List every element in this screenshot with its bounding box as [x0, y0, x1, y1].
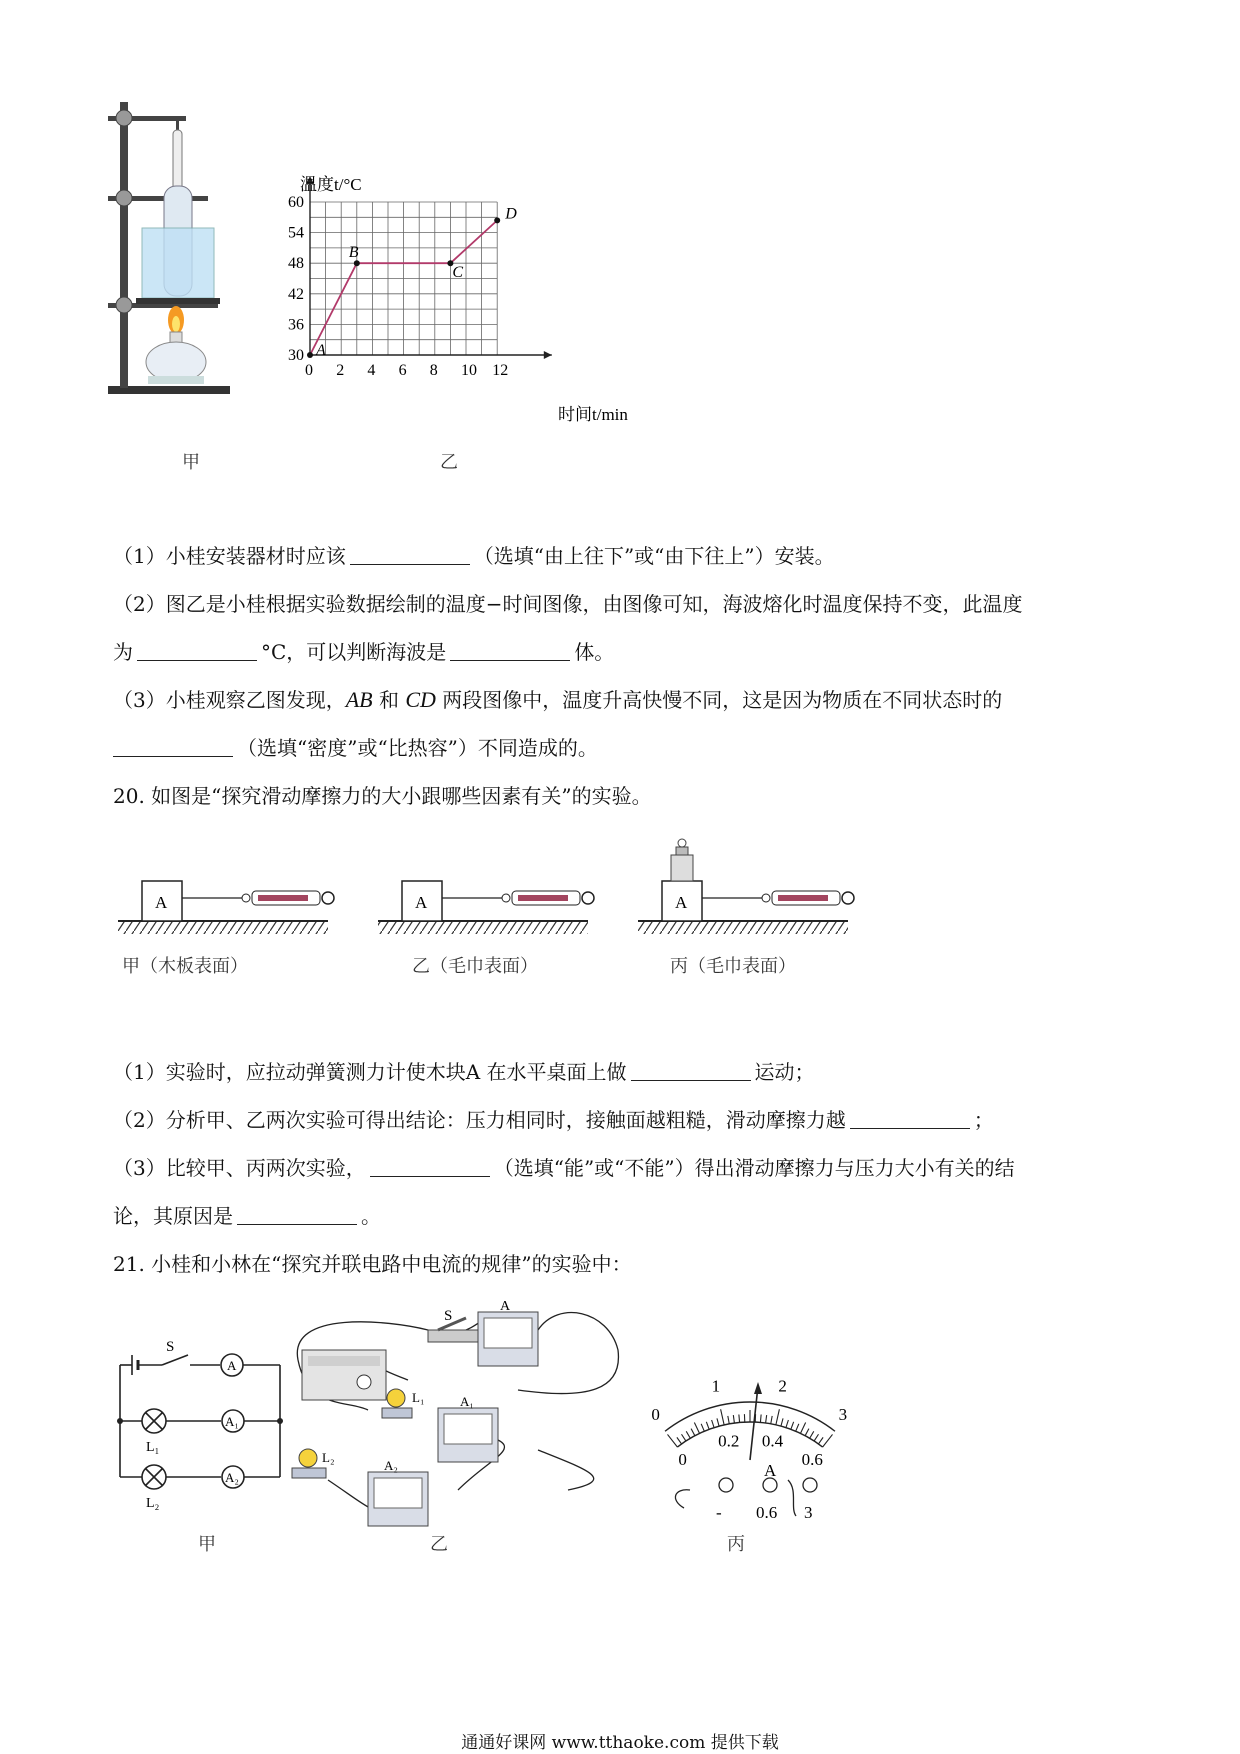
q19-blank-1[interactable] — [350, 544, 470, 565]
graph-point-label: A — [316, 342, 326, 359]
ammeter-a2-label: A₂ — [225, 1470, 239, 1485]
heating-apparatus-figure — [100, 100, 260, 400]
graph-x-tick-label: 2 — [336, 362, 345, 379]
graph-data-point — [307, 352, 313, 358]
switch-label: S — [166, 1339, 175, 1355]
ammeter-a-label: A — [227, 1358, 237, 1373]
lamp-l2-label: L₂ — [146, 1496, 160, 1511]
q21-caption-1: 甲 — [198, 1534, 216, 1555]
q20-part2-suffix: ； — [973, 1108, 994, 1132]
q19-line-2: （2）图乙是小桂根据实验数据绘制的温度−时间图像，由图像可知，海波熔化时温度保持不变，此温度 — [113, 592, 1023, 616]
q19-blank-4[interactable] — [113, 736, 233, 757]
ammeter-a-top-label: A — [500, 1299, 511, 1314]
q20-caption-1: 甲（木板表面） — [122, 956, 248, 977]
q19-blank-3[interactable] — [450, 640, 570, 661]
ammeter-dial — [630, 1330, 910, 1530]
meter-unit-label: A — [764, 1461, 777, 1480]
graph-y-tick-label: 36 — [288, 316, 304, 334]
q19-part3-and: 和 — [372, 688, 406, 712]
segment-cd-label: CD — [405, 687, 436, 712]
meter-upper-scale-label: 0 — [651, 1405, 660, 1425]
q20-line-4 — [113, 1202, 381, 1230]
q20-blank-3[interactable] — [370, 1156, 490, 1177]
terminal-3: 3 — [804, 1503, 813, 1522]
switch-s-label: S — [444, 1308, 453, 1324]
q19-line-3 — [113, 638, 614, 666]
q20-line-2 — [113, 1106, 994, 1134]
graph-y-tick-label: 30 — [288, 347, 304, 364]
q20-part1-suffix: 运动； — [754, 1060, 815, 1084]
q21-caption-3: 丙 — [727, 1534, 745, 1555]
graph-point-label: D — [505, 205, 517, 223]
circuit-diagram — [110, 1335, 300, 1515]
q19-part2-mid: °C，可以判断海波是 — [261, 640, 447, 664]
graph-point-label: C — [452, 264, 464, 282]
graph-y-axis-label: 温度t/°C — [300, 175, 362, 194]
graph-x-tick-label: 0 — [305, 362, 313, 379]
meter-upper-scale-label: 3 — [838, 1405, 848, 1425]
q19-line-4 — [113, 686, 1002, 714]
q20-part3-end: 。 — [361, 1204, 381, 1228]
q20-blank-2[interactable] — [850, 1108, 970, 1129]
graph-x-tick-label: 12 — [492, 362, 509, 379]
ammeter-a1-label: A₁ — [225, 1414, 239, 1429]
meter-lower-scale-label: 0.6 — [801, 1450, 823, 1470]
bulb-l2-label: L₂ — [322, 1450, 335, 1465]
meter-lower-scale-label: 0.4 — [761, 1431, 784, 1451]
lamp-l1-label: L₁ — [146, 1440, 160, 1455]
temperature-time-graph — [288, 170, 648, 430]
block-a-label-3: A — [675, 893, 688, 912]
physical-circuit-figure — [288, 1290, 638, 1530]
ammeter-a2-top-label: A₂ — [384, 1458, 398, 1473]
q19-blank-2[interactable] — [137, 640, 257, 661]
ammeter-a1-top-label: A₁ — [460, 1394, 474, 1409]
page-footer: 通通好课网 www.tthaoke.com 提供下载 — [461, 1733, 779, 1753]
q21-title: 21. 小桂和小林在“探究并联电路中电流的规律”的实验中： — [113, 1252, 632, 1276]
q19-part3-mid: 两段图像中，温度升高快慢不同，这是因为物质在不同状态时的 — [435, 688, 1003, 712]
graph-point-label: B — [348, 244, 359, 262]
q20-caption-3: 丙（毛巾表面） — [670, 956, 796, 977]
q19-part3-suffix: （选填“密度”或“比热容”）不同造成的。 — [237, 736, 598, 760]
terminal-0-6: 0.6 — [756, 1503, 778, 1522]
fig19-caption-right: 乙 — [440, 452, 458, 473]
meter-lower-scale-label: 0.2 — [718, 1431, 740, 1451]
graph-x-tick-label: 4 — [367, 362, 376, 379]
q20-line-1 — [113, 1058, 815, 1086]
block-a-label-2: A — [415, 893, 428, 912]
q20-blank-1[interactable] — [631, 1060, 751, 1081]
graph-x-tick-label: 6 — [398, 362, 407, 379]
q20-title: 20. 如图是“探究滑动摩擦力的大小跟哪些因素有关”的实验。 — [113, 784, 652, 808]
graph-data-point — [494, 217, 500, 223]
meter-upper-scale-label: 1 — [711, 1376, 721, 1396]
fig19-caption-left: 甲 — [182, 452, 200, 473]
q19-line-1 — [113, 542, 835, 570]
graph-y-tick-label: 54 — [288, 224, 304, 242]
q20-blank-4[interactable] — [237, 1204, 357, 1225]
meter-lower-scale-label: 0 — [678, 1450, 687, 1470]
q19-part1-suffix: （选填“由上往下”或“由下往上”）安装。 — [473, 544, 835, 568]
q19-part2-wei: 为 — [113, 640, 133, 664]
graph-x-tick-label: 8 — [429, 362, 438, 379]
q20-part3-reason: 论，其原因是 — [113, 1204, 233, 1228]
q20-part3-mid: （选填“能”或“不能”）得出滑动摩擦力与压力大小有关的结 — [493, 1156, 1015, 1180]
q19-part3-prefix: （3）小桂观察乙图发现， — [113, 688, 346, 712]
q21-caption-2: 乙 — [430, 1534, 448, 1555]
q20-part2-prefix: （2）分析甲、乙两次实验可得出结论：压力相同时，接触面越粗糙，滑动摩擦力越 — [113, 1108, 846, 1132]
q20-part1-prefix: （1）实验时，应拉动弹簧测力计使木块A 在水平桌面上做 — [113, 1060, 627, 1084]
terminal-negative: - — [716, 1503, 722, 1522]
meter-needle — [750, 1386, 758, 1460]
graph-y-tick-label: 42 — [288, 285, 304, 303]
graph-x-tick-label: 10 — [461, 362, 477, 379]
block-a-label-1: A — [155, 893, 168, 912]
graph-y-tick-label: 48 — [288, 255, 304, 273]
bulb-l1-label: L₁ — [412, 1390, 425, 1405]
q19-part1-prefix: （1）小桂安装器材时应该 — [113, 544, 346, 568]
graph-y-tick-label: 60 — [288, 194, 304, 211]
q20-part3-prefix: （3）比较甲、丙两次实验， — [113, 1156, 366, 1180]
graph-x-axis-label: 时间t/min — [558, 405, 628, 424]
meter-upper-scale-label: 2 — [778, 1376, 787, 1396]
q19-line-5 — [113, 734, 598, 762]
q20-line-3 — [113, 1154, 1015, 1182]
q20-caption-2: 乙（毛巾表面） — [412, 956, 538, 977]
friction-experiment-figure — [110, 835, 890, 945]
segment-ab-label: AB — [345, 687, 373, 712]
q19-part2-end: 体。 — [574, 640, 615, 664]
